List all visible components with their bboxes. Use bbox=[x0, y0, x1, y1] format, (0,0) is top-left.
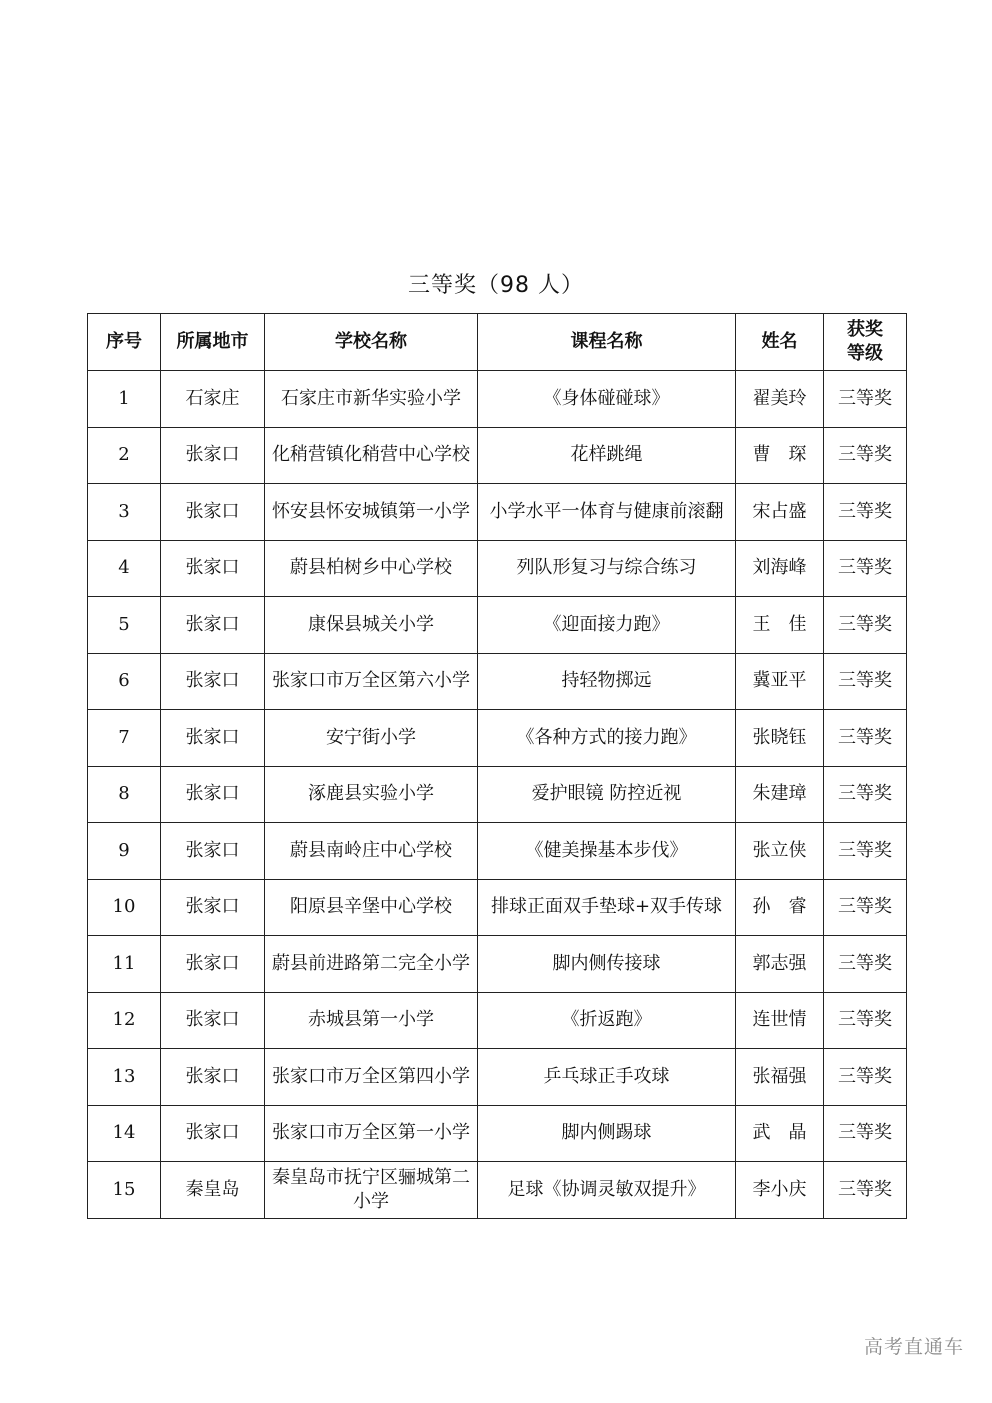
header-index: 序号 bbox=[88, 314, 161, 371]
table-row bbox=[88, 484, 907, 541]
cell-index: 1 bbox=[88, 371, 161, 428]
table-row bbox=[88, 540, 907, 597]
cell-name: 朱建璋 bbox=[736, 766, 824, 823]
cell-course: 列队形复习与综合练习 bbox=[478, 540, 736, 597]
cell-name: 张立侠 bbox=[736, 823, 824, 880]
cell-index: 13 bbox=[88, 1049, 161, 1106]
table-row bbox=[88, 597, 907, 654]
cell-index: 2 bbox=[88, 427, 161, 484]
header-school: 学校名称 bbox=[265, 314, 478, 371]
cell-school: 秦皇岛市抚宁区骊城第二小学 bbox=[265, 1162, 478, 1219]
cell-award: 三等奖 bbox=[824, 823, 907, 880]
header-name: 姓名 bbox=[736, 314, 824, 371]
cell-award: 三等奖 bbox=[824, 540, 907, 597]
cell-index: 9 bbox=[88, 823, 161, 880]
table-row bbox=[88, 992, 907, 1049]
cell-city: 张家口 bbox=[161, 1049, 265, 1106]
award-table bbox=[87, 313, 907, 1219]
header-award-line1: 获奖 bbox=[847, 319, 883, 340]
cell-school: 康保县城关小学 bbox=[265, 597, 478, 654]
table-row bbox=[88, 823, 907, 880]
cell-index: 4 bbox=[88, 540, 161, 597]
cell-index: 12 bbox=[88, 992, 161, 1049]
cell-course: 持轻物掷远 bbox=[478, 653, 736, 710]
cell-award: 三等奖 bbox=[824, 653, 907, 710]
cell-award: 三等奖 bbox=[824, 936, 907, 993]
cell-index: 14 bbox=[88, 1105, 161, 1162]
cell-award: 三等奖 bbox=[824, 1162, 907, 1219]
table-row bbox=[88, 653, 907, 710]
cell-city: 张家口 bbox=[161, 540, 265, 597]
cell-course: 《健美操基本步伐》 bbox=[478, 823, 736, 880]
table-row bbox=[88, 371, 907, 428]
cell-award: 三等奖 bbox=[824, 427, 907, 484]
cell-course: 足球《协调灵敏双提升》 bbox=[478, 1162, 736, 1219]
watermark-text: 高考直通车 bbox=[863, 1336, 964, 1358]
table-row bbox=[88, 1162, 907, 1219]
cell-course: 《身体碰碰球》 bbox=[478, 371, 736, 428]
cell-award: 三等奖 bbox=[824, 879, 907, 936]
cell-school: 涿鹿县实验小学 bbox=[265, 766, 478, 823]
cell-name: 王 佳 bbox=[736, 597, 824, 654]
cell-name: 张晓钰 bbox=[736, 710, 824, 767]
cell-city: 张家口 bbox=[161, 823, 265, 880]
header-award bbox=[824, 314, 907, 371]
cell-city: 张家口 bbox=[161, 653, 265, 710]
cell-course: 《折返跑》 bbox=[478, 992, 736, 1049]
cell-name: 张福强 bbox=[736, 1049, 824, 1106]
cell-school: 蔚县南岭庄中心学校 bbox=[265, 823, 478, 880]
cell-school: 怀安县怀安城镇第一小学 bbox=[265, 484, 478, 541]
cell-school: 蔚县柏树乡中心学校 bbox=[265, 540, 478, 597]
cell-index: 10 bbox=[88, 879, 161, 936]
header-course: 课程名称 bbox=[478, 314, 736, 371]
cell-name: 郭志强 bbox=[736, 936, 824, 993]
cell-city: 张家口 bbox=[161, 484, 265, 541]
cell-award: 三等奖 bbox=[824, 597, 907, 654]
cell-city: 张家口 bbox=[161, 936, 265, 993]
cell-city: 张家口 bbox=[161, 597, 265, 654]
cell-name: 冀亚平 bbox=[736, 653, 824, 710]
cell-index: 7 bbox=[88, 710, 161, 767]
page-title: 三等奖（98 人） bbox=[408, 273, 584, 298]
cell-school: 张家口市万全区第六小学 bbox=[265, 653, 478, 710]
table-header-row bbox=[88, 314, 907, 371]
cell-index: 11 bbox=[88, 936, 161, 993]
cell-index: 15 bbox=[88, 1162, 161, 1219]
cell-name: 翟美玲 bbox=[736, 371, 824, 428]
table-row bbox=[88, 710, 907, 767]
table-row bbox=[88, 879, 907, 936]
cell-index: 6 bbox=[88, 653, 161, 710]
cell-course: 小学水平一体育与健康前滚翻 bbox=[478, 484, 736, 541]
cell-city: 张家口 bbox=[161, 710, 265, 767]
table-row bbox=[88, 1105, 907, 1162]
cell-index: 5 bbox=[88, 597, 161, 654]
cell-course: 脚内侧踢球 bbox=[478, 1105, 736, 1162]
cell-name: 孙 睿 bbox=[736, 879, 824, 936]
cell-award: 三等奖 bbox=[824, 371, 907, 428]
cell-course: 排球正面双手垫球+双手传球 bbox=[478, 879, 736, 936]
cell-school: 安宁街小学 bbox=[265, 710, 478, 767]
cell-school: 张家口市万全区第四小学 bbox=[265, 1049, 478, 1106]
cell-name: 李小庆 bbox=[736, 1162, 824, 1219]
table-row bbox=[88, 766, 907, 823]
cell-name: 刘海峰 bbox=[736, 540, 824, 597]
cell-school: 赤城县第一小学 bbox=[265, 992, 478, 1049]
cell-school: 化稍营镇化稍营中心学校 bbox=[265, 427, 478, 484]
cell-school: 蔚县前进路第二完全小学 bbox=[265, 936, 478, 993]
cell-award: 三等奖 bbox=[824, 766, 907, 823]
cell-course: 脚内侧传接球 bbox=[478, 936, 736, 993]
cell-course: 爱护眼镜 防控近视 bbox=[478, 766, 736, 823]
cell-city: 张家口 bbox=[161, 766, 265, 823]
cell-school: 阳原县辛堡中心学校 bbox=[265, 879, 478, 936]
cell-name: 连世情 bbox=[736, 992, 824, 1049]
cell-school: 张家口市万全区第一小学 bbox=[265, 1105, 478, 1162]
header-city: 所属地市 bbox=[161, 314, 265, 371]
table-row bbox=[88, 936, 907, 993]
cell-city: 秦皇岛 bbox=[161, 1162, 265, 1219]
cell-award: 三等奖 bbox=[824, 484, 907, 541]
cell-award: 三等奖 bbox=[824, 710, 907, 767]
cell-city: 张家口 bbox=[161, 1105, 265, 1162]
cell-award: 三等奖 bbox=[824, 1105, 907, 1162]
table-row bbox=[88, 1049, 907, 1106]
cell-index: 8 bbox=[88, 766, 161, 823]
cell-city: 张家口 bbox=[161, 427, 265, 484]
cell-course: 乒乓球正手攻球 bbox=[478, 1049, 736, 1106]
cell-city: 石家庄 bbox=[161, 371, 265, 428]
cell-course: 花样跳绳 bbox=[478, 427, 736, 484]
cell-name: 曹 琛 bbox=[736, 427, 824, 484]
cell-course: 《迎面接力跑》 bbox=[478, 597, 736, 654]
cell-name: 武 晶 bbox=[736, 1105, 824, 1162]
cell-award: 三等奖 bbox=[824, 992, 907, 1049]
cell-name: 宋占盛 bbox=[736, 484, 824, 541]
table-row bbox=[88, 427, 907, 484]
cell-city: 张家口 bbox=[161, 992, 265, 1049]
cell-school: 石家庄市新华实验小学 bbox=[265, 371, 478, 428]
cell-course: 《各种方式的接力跑》 bbox=[478, 710, 736, 767]
header-award-line2: 等级 bbox=[847, 343, 883, 364]
cell-index: 3 bbox=[88, 484, 161, 541]
cell-city: 张家口 bbox=[161, 879, 265, 936]
cell-award: 三等奖 bbox=[824, 1049, 907, 1106]
